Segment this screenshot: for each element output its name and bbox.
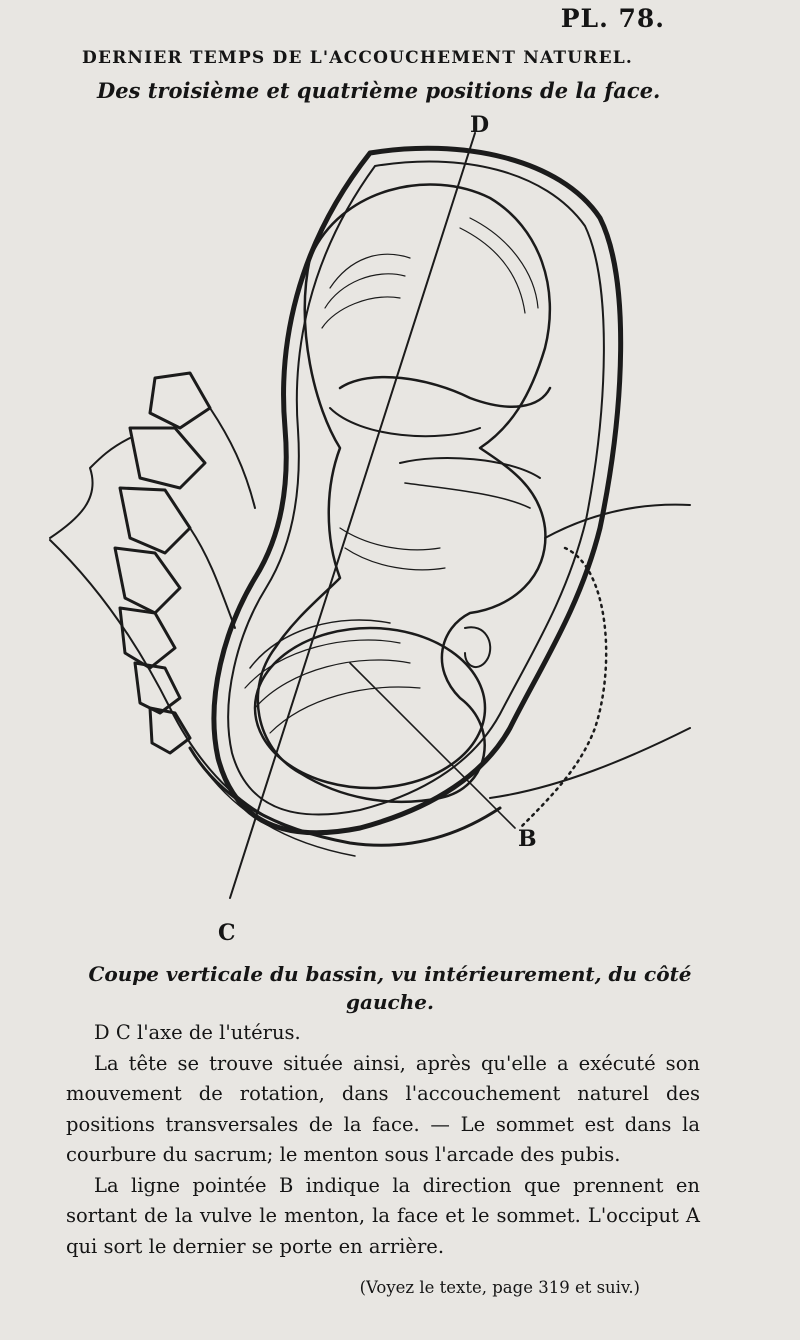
plate-title: DERNIER TEMPS DE L'ACCOUCHEMENT NATUREL. [82,48,634,68]
explanatory-text [66,1018,700,1262]
label-c: C [218,920,236,946]
paragraph-dotted-line: La ligne pointée B indique la direction que prennent en sortant de la vulve le menton, la face et le sommet. L'occiput A qui sort le dernier se porte en arrière. [66,1173,700,1258]
paragraph-head-position: La tête se trouve située ainsi, après qu'elle a exécuté son mouvement de rotation, dans l'accouchement naturel des positions transversales de la face. — Le sommet est dans la courbure du sacrum; le menton sous l'arcade des pubis. [66,1051,700,1166]
label-d: D [470,112,490,138]
sacrum-vertebrae [150,373,210,428]
line-to-b [350,663,515,828]
plate-number: PL. 78. [560,4,665,33]
pelvis-section-drawing [40,108,720,958]
anatomical-illustration [40,108,720,958]
paragraph-axis: D C l'axe de l'utérus. [94,1021,301,1044]
text-reference: (Voyez le texte, page 319 et suiv.) [359,1278,640,1297]
label-b: B [518,826,537,852]
uterus-axis-line [230,133,475,898]
plate-subtitle: Des troisième et quatrième positions de la face. [97,78,661,103]
figure-caption: Coupe verticale du bassin, vu intérieurement, du côté gauche. [88,962,692,1014]
